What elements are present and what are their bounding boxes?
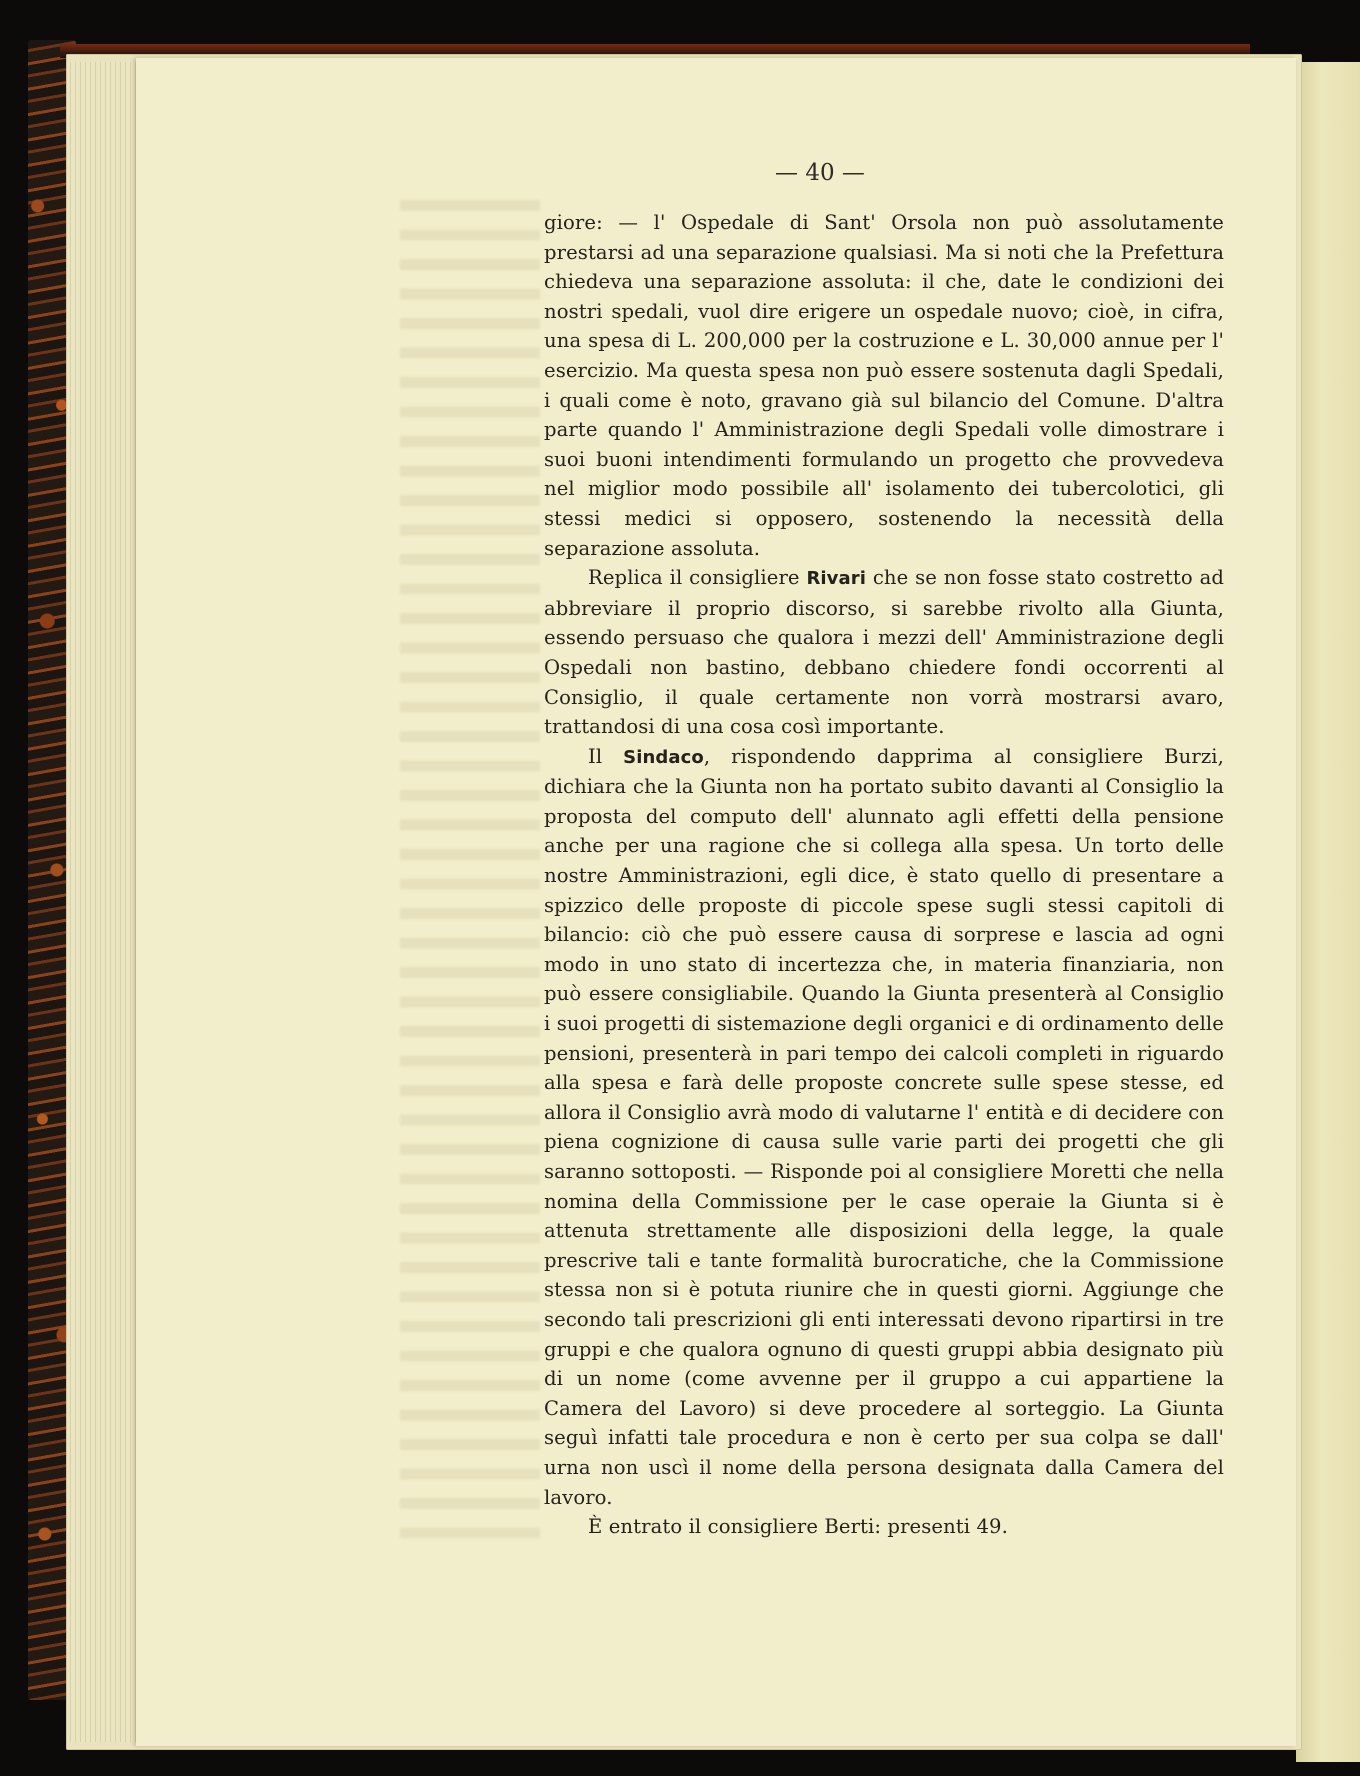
next-page-edge [1296, 62, 1360, 1762]
speaker-name: Sindaco [623, 746, 704, 768]
page-stack-edges [70, 62, 140, 1742]
speaker-name: Rivari [806, 568, 866, 590]
page-number: — 40 — [775, 160, 865, 186]
bleed-through-text [400, 200, 540, 1540]
paragraph-1: giore: — l' Ospedale di Sant' Orsola non può assolutamente prestarsi ad una separazione qualsiasi. Ma si noti che la Prefettura chiedeva una separazione assoluta: il che, date le condizioni dei nostri spedali, vuol dire erigere un ospedale nuovo; cioè, in cifra, una spesa di L. 200,000 per la costruzione e L. 30,000 annue per l' esercizio. Ma questa spesa non può essere sostenuta dagli Spedali, i quali come è noto, gravano già sul bilancio del Comune. D'altra parte quando l' Amministrazione degli Spedali volle dimostrare i suoi buoni intendimenti formulando un progetto che provvedeva nel miglior modo possibile all' isolamento dei tubercolotici, gli stessi medici si opposero, sostenendo la necessità della separazione assoluta. [544, 211, 1224, 560]
body-text [544, 208, 1224, 1542]
paragraph-2-body: che se non fosse stato costretto ad abbreviare il proprio discorso, si sarebbe rivolto alla Giunta, essendo persuaso che qualora i mezzi dell' Amministrazione degli Ospedali non bastino, debbano chiedere fondi occorrenti al Consiglio, il quale certamente non vorrà mostrarsi avaro, trattandosi di una cosa così importante. [544, 566, 1224, 739]
paragraph-2-lead: Replica il consigliere [588, 566, 807, 590]
paragraph-2 [544, 563, 1224, 742]
paragraph-3-body: , rispondendo dapprima al consigliere Burzi, dichiara che la Giunta non ha portato subito davanti al Consiglio la proposta del computo dell' alunnato agli effetti della pensione anche per una ragione che si collega alla spesa. Un torto delle nostre Amministrazioni, egli dice, è stato quello di presentare a spizzico delle proposte di piccole spese sugli stessi capitoli di bilancio: ciò che può essere causa di sorprese e lascia ad ogni modo in uno stato di incertezza che, in materia finanziaria, non può essere consigliabile. Quando la Giunta presenterà al Consiglio i suoi progetti di sistemazione degli organici e di ordinamento delle pensioni, presenterà in pari tempo dei calcoli completi in riguardo alla spesa e farà delle proposte concrete sulle spese stesse, ed allora il Consiglio avrà modo di valutarne l' entità e di decidere con piena cognizione di causa sulle varie parti dei progetti che gli saranno sottoposti. — Risponde poi al consigliere Moretti che nella nomina della Commissione per le case operaie la Giunta si è attenuta strettamente alle disposizioni della legge, la quale prescrive tali e tante formalità burocratiche, che la Commissione stessa non si è potuta riunire che in questi giorni. Aggiunge che secondo tali prescrizioni gli enti interessati devono ripartirsi in tre gruppi e che qualora ognuno di questi gruppi abbia designato più di un nome (come avvenne per il gruppo a cui appartiene la Camera del Lavoro) si deve procedere al sorteggio. La Giunta seguì infatti tale procedura e non è certo per sua colpa se dall' urna non uscì il nome della persona designata dalla Camera del lavoro. [544, 744, 1224, 1509]
paragraph-3 [544, 742, 1224, 1512]
paragraph-4: È entrato il consigliere Berti: presenti 49. [588, 1515, 1008, 1539]
paragraph-3-lead: Il [588, 744, 624, 768]
